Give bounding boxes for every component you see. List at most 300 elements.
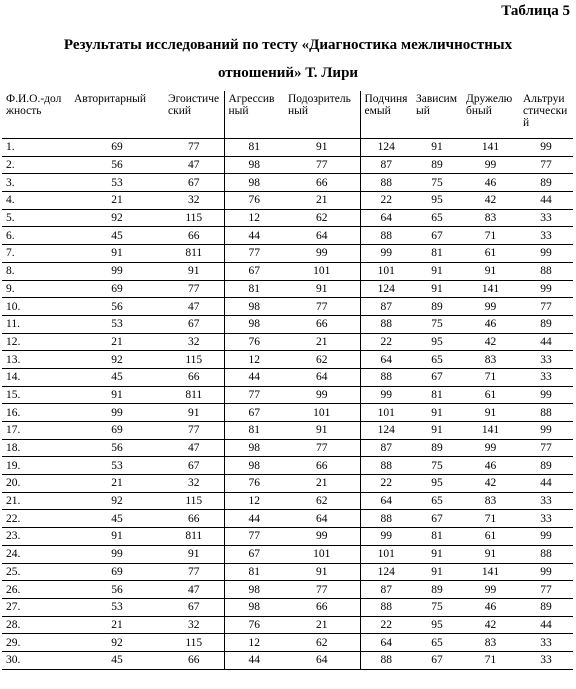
table-cell: 91 (70, 245, 164, 263)
table-cell: 21 (70, 475, 164, 493)
table-cell: 64 (360, 634, 412, 652)
table-cell: 64 (360, 351, 412, 369)
table-cell: 91 (462, 404, 519, 422)
table-cell: 88 (360, 315, 412, 333)
table-cell: 91 (412, 262, 462, 280)
row-number-cell: 3. (2, 174, 70, 192)
table-cell: 98 (224, 439, 284, 457)
table-cell: 61 (462, 528, 519, 546)
table-row (2, 475, 573, 493)
table-cell: 62 (284, 209, 360, 227)
table-cell: 62 (284, 351, 360, 369)
table-cell: 141 (462, 422, 519, 440)
table-cell: 64 (284, 510, 360, 528)
table-cell: 98 (224, 598, 284, 616)
table-cell: 87 (360, 439, 412, 457)
table-cell: 32 (164, 616, 224, 634)
table-cell: 88 (360, 651, 412, 669)
table-cell: 22 (360, 616, 412, 634)
table-cell: 56 (70, 439, 164, 457)
table-cell: 91 (70, 528, 164, 546)
table-cell: 77 (164, 563, 224, 581)
results-table (2, 91, 573, 670)
table-cell: 22 (360, 192, 412, 210)
table-cell: 91 (164, 404, 224, 422)
row-number-cell: 19. (2, 457, 70, 475)
row-number-cell: 26. (2, 581, 70, 599)
table-cell: 89 (412, 581, 462, 599)
table-cell: 101 (284, 404, 360, 422)
table-cell: 92 (70, 209, 164, 227)
table-cell: 67 (412, 368, 462, 386)
table-cell: 71 (462, 510, 519, 528)
table-cell: 44 (519, 333, 573, 351)
table-cell: 46 (462, 174, 519, 192)
table-cell: 66 (164, 510, 224, 528)
row-number-cell: 27. (2, 598, 70, 616)
table-cell: 89 (412, 439, 462, 457)
column-header: Подозрительный (284, 91, 360, 139)
table-cell: 95 (412, 616, 462, 634)
table-cell: 47 (164, 581, 224, 599)
table-cell: 91 (284, 280, 360, 298)
table-cell: 44 (519, 475, 573, 493)
table-cell: 124 (360, 422, 412, 440)
table-cell: 77 (284, 581, 360, 599)
table-cell: 98 (224, 315, 284, 333)
table-cell: 88 (519, 262, 573, 280)
table-cell: 89 (412, 156, 462, 174)
table-cell: 91 (70, 386, 164, 404)
table-cell: 77 (164, 422, 224, 440)
row-number-cell: 24. (2, 545, 70, 563)
table-cell: 88 (360, 457, 412, 475)
table-row (2, 528, 573, 546)
table-cell: 99 (284, 528, 360, 546)
table-row (2, 156, 573, 174)
row-number-cell: 2. (2, 156, 70, 174)
table-cell: 21 (70, 333, 164, 351)
table-cell: 95 (412, 192, 462, 210)
table-cell: 99 (519, 528, 573, 546)
table-cell: 65 (412, 634, 462, 652)
table-cell: 124 (360, 563, 412, 581)
table-cell: 99 (462, 298, 519, 316)
table-cell: 77 (284, 298, 360, 316)
table-cell: 98 (224, 298, 284, 316)
table-cell: 89 (519, 174, 573, 192)
table-row (2, 404, 573, 422)
table-row (2, 333, 573, 351)
table-cell: 67 (164, 598, 224, 616)
table-cell: 77 (519, 298, 573, 316)
row-number-cell: 28. (2, 616, 70, 634)
table-cell: 88 (519, 545, 573, 563)
table-cell: 32 (164, 333, 224, 351)
table-cell: 12 (224, 209, 284, 227)
table-cell: 46 (462, 457, 519, 475)
table-row (2, 457, 573, 475)
table-cell: 91 (412, 139, 462, 157)
table-cell: 53 (70, 315, 164, 333)
table-row (2, 280, 573, 298)
table-cell: 88 (360, 368, 412, 386)
table-row (2, 651, 573, 669)
table-row (2, 174, 573, 192)
table-cell: 67 (224, 404, 284, 422)
table-cell: 69 (70, 563, 164, 581)
table-cell: 99 (360, 245, 412, 263)
table-cell: 21 (284, 475, 360, 493)
row-number-cell: 20. (2, 475, 70, 493)
table-cell: 47 (164, 439, 224, 457)
page-title-continued: отношений» Т. Лири (217, 65, 359, 81)
table-cell: 92 (70, 351, 164, 369)
table-cell: 115 (164, 351, 224, 369)
table-cell: 81 (412, 386, 462, 404)
table-cell: 22 (360, 333, 412, 351)
table-cell: 811 (164, 528, 224, 546)
column-header: Дружелюбный (462, 91, 519, 139)
table-cell: 69 (70, 422, 164, 440)
table-cell: 33 (519, 351, 573, 369)
row-number-cell: 23. (2, 528, 70, 546)
row-number-cell: 29. (2, 634, 70, 652)
table-cell: 98 (224, 581, 284, 599)
table-cell: 33 (519, 368, 573, 386)
table-row (2, 192, 573, 210)
table-cell: 62 (284, 634, 360, 652)
table-cell: 42 (462, 475, 519, 493)
table-row (2, 368, 573, 386)
table-cell: 83 (462, 351, 519, 369)
table-cell: 99 (284, 245, 360, 263)
table-row (2, 315, 573, 333)
table-row (2, 386, 573, 404)
table-cell: 61 (462, 386, 519, 404)
table-cell: 33 (519, 492, 573, 510)
table-cell: 99 (519, 563, 573, 581)
table-cell: 98 (224, 457, 284, 475)
table-cell: 77 (164, 280, 224, 298)
table-cell: 83 (462, 492, 519, 510)
table-cell: 12 (224, 351, 284, 369)
table-cell: 12 (224, 492, 284, 510)
row-number-cell: 4. (2, 192, 70, 210)
table-cell: 91 (284, 563, 360, 581)
table-cell: 77 (519, 439, 573, 457)
table-cell: 91 (462, 262, 519, 280)
row-number-cell: 6. (2, 227, 70, 245)
table-cell: 67 (224, 545, 284, 563)
row-number-cell: 14. (2, 368, 70, 386)
column-header: Ф.И.О.-должность (2, 91, 70, 139)
table-cell: 141 (462, 139, 519, 157)
column-header: Альтруистический (519, 91, 573, 139)
column-header: Авторитарный (70, 91, 164, 139)
table-cell: 89 (412, 298, 462, 316)
table-cell: 67 (412, 510, 462, 528)
table-cell: 124 (360, 139, 412, 157)
table-cell: 61 (462, 245, 519, 263)
table-cell: 99 (462, 581, 519, 599)
table-cell: 77 (164, 139, 224, 157)
table-cell: 81 (224, 422, 284, 440)
column-header: Подчиняемый (360, 91, 412, 139)
table-cell: 99 (70, 404, 164, 422)
table-cell: 45 (70, 368, 164, 386)
table-cell: 45 (70, 227, 164, 245)
table-cell: 66 (164, 227, 224, 245)
table-cell: 64 (284, 368, 360, 386)
table-cell: 99 (462, 156, 519, 174)
table-cell: 21 (284, 616, 360, 634)
table-cell: 22 (360, 475, 412, 493)
table-cell: 33 (519, 510, 573, 528)
table-cell: 115 (164, 634, 224, 652)
table-cell: 66 (284, 598, 360, 616)
table-cell: 45 (70, 651, 164, 669)
table-cell: 811 (164, 386, 224, 404)
row-number-cell: 5. (2, 209, 70, 227)
table-cell: 91 (412, 404, 462, 422)
row-number-cell: 22. (2, 510, 70, 528)
table-cell: 101 (284, 545, 360, 563)
table-row (2, 616, 573, 634)
row-number-cell: 16. (2, 404, 70, 422)
table-cell: 32 (164, 475, 224, 493)
table-cell: 76 (224, 475, 284, 493)
table-cell: 66 (164, 368, 224, 386)
table-cell: 91 (284, 422, 360, 440)
table-cell: 76 (224, 333, 284, 351)
table-cell: 77 (224, 245, 284, 263)
table-cell: 77 (224, 528, 284, 546)
table-cell: 64 (360, 209, 412, 227)
table-cell: 77 (224, 386, 284, 404)
row-number-cell: 9. (2, 280, 70, 298)
table-cell: 64 (284, 227, 360, 245)
table-cell: 69 (70, 280, 164, 298)
table-row (2, 298, 573, 316)
table-cell: 88 (360, 227, 412, 245)
table-cell: 56 (70, 298, 164, 316)
table-cell: 67 (164, 457, 224, 475)
table-cell: 88 (360, 174, 412, 192)
table-cell: 44 (519, 192, 573, 210)
table-cell: 53 (70, 174, 164, 192)
table-cell: 75 (412, 174, 462, 192)
table-cell: 92 (70, 634, 164, 652)
table-cell: 56 (70, 156, 164, 174)
column-header: Зависимый (412, 91, 462, 139)
table-cell: 21 (284, 192, 360, 210)
row-number-cell: 25. (2, 563, 70, 581)
table-cell: 99 (462, 439, 519, 457)
table-cell: 99 (519, 422, 573, 440)
row-number-cell: 8. (2, 262, 70, 280)
table-cell: 71 (462, 368, 519, 386)
row-number-cell: 7. (2, 245, 70, 263)
table-cell: 81 (224, 563, 284, 581)
table-cell: 89 (519, 457, 573, 475)
table-row (2, 139, 573, 157)
table-row (2, 634, 573, 652)
table-cell: 32 (164, 192, 224, 210)
table-cell: 91 (412, 545, 462, 563)
table-cell: 65 (412, 351, 462, 369)
table-row (2, 227, 573, 245)
table-cell: 46 (462, 598, 519, 616)
table-cell: 66 (284, 315, 360, 333)
table-cell: 88 (519, 404, 573, 422)
table-cell: 53 (70, 457, 164, 475)
table-cell: 65 (412, 492, 462, 510)
table-cell: 91 (164, 262, 224, 280)
table-cell: 141 (462, 563, 519, 581)
table-cell: 64 (360, 492, 412, 510)
table-cell: 47 (164, 298, 224, 316)
table-cell: 811 (164, 245, 224, 263)
table-cell: 44 (224, 651, 284, 669)
table-cell: 66 (284, 174, 360, 192)
row-number-cell: 11. (2, 315, 70, 333)
table-cell: 33 (519, 651, 573, 669)
table-cell: 83 (462, 209, 519, 227)
table-cell: 44 (224, 368, 284, 386)
page-title: Результаты исследований по тесту «Диагностика межличностных (63, 37, 513, 53)
table-cell: 91 (412, 563, 462, 581)
table-cell: 33 (519, 227, 573, 245)
table-row (2, 598, 573, 616)
table-cell: 89 (519, 598, 573, 616)
table-cell: 141 (462, 280, 519, 298)
table-cell: 115 (164, 209, 224, 227)
table-cell: 99 (70, 262, 164, 280)
table-cell: 56 (70, 581, 164, 599)
table-cell: 46 (462, 315, 519, 333)
table-cell: 21 (284, 333, 360, 351)
table-cell: 67 (412, 227, 462, 245)
row-number-cell: 12. (2, 333, 70, 351)
table-cell: 87 (360, 156, 412, 174)
table-cell: 64 (284, 651, 360, 669)
table-cell: 67 (224, 262, 284, 280)
row-number-cell: 1. (2, 139, 70, 157)
table-cell: 42 (462, 192, 519, 210)
table-cell: 88 (360, 510, 412, 528)
row-number-cell: 10. (2, 298, 70, 316)
table-cell: 77 (284, 439, 360, 457)
table-row (2, 510, 573, 528)
table-cell: 81 (412, 528, 462, 546)
table-cell: 87 (360, 581, 412, 599)
table-cell: 44 (224, 227, 284, 245)
table-row (2, 545, 573, 563)
table-cell: 42 (462, 616, 519, 634)
table-cell: 77 (284, 156, 360, 174)
table-cell: 95 (412, 333, 462, 351)
table-cell: 76 (224, 192, 284, 210)
table-cell: 99 (70, 545, 164, 563)
table-cell: 71 (462, 227, 519, 245)
row-number-cell: 30. (2, 651, 70, 669)
table-row (2, 581, 573, 599)
table-cell: 44 (519, 616, 573, 634)
table-row (2, 209, 573, 227)
table-cell: 33 (519, 209, 573, 227)
table-cell: 91 (164, 545, 224, 563)
table-cell: 99 (519, 139, 573, 157)
table-row (2, 492, 573, 510)
table-cell: 67 (164, 315, 224, 333)
table-cell: 75 (412, 315, 462, 333)
table-cell: 89 (519, 315, 573, 333)
table-cell: 12 (224, 634, 284, 652)
table-cell: 44 (224, 510, 284, 528)
table-cell: 81 (224, 280, 284, 298)
table-cell: 83 (462, 634, 519, 652)
table-cell: 101 (360, 404, 412, 422)
table-cell: 69 (70, 139, 164, 157)
table-row (2, 262, 573, 280)
table-cell: 91 (412, 280, 462, 298)
column-header: Агрессивный (224, 91, 284, 139)
table-cell: 98 (224, 156, 284, 174)
table-cell: 66 (164, 651, 224, 669)
table-cell: 99 (360, 528, 412, 546)
table-row (2, 245, 573, 263)
table-cell: 77 (519, 156, 573, 174)
table-cell: 53 (70, 598, 164, 616)
table-cell: 67 (164, 174, 224, 192)
table-cell: 99 (519, 245, 573, 263)
table-cell: 42 (462, 333, 519, 351)
column-header: Эгоистический (164, 91, 224, 139)
table-cell: 101 (360, 545, 412, 563)
table-cell: 91 (284, 139, 360, 157)
table-cell: 81 (224, 139, 284, 157)
table-cell: 115 (164, 492, 224, 510)
table-cell: 81 (412, 245, 462, 263)
row-number-cell: 15. (2, 386, 70, 404)
table-cell: 99 (360, 386, 412, 404)
row-number-cell: 13. (2, 351, 70, 369)
row-number-cell: 17. (2, 422, 70, 440)
table-cell: 67 (412, 651, 462, 669)
table-header-row (2, 91, 573, 139)
table-cell: 21 (70, 192, 164, 210)
table-label: Таблица 5 (501, 3, 570, 19)
table-cell: 47 (164, 156, 224, 174)
table-cell: 66 (284, 457, 360, 475)
table-cell: 75 (412, 457, 462, 475)
table-cell: 21 (70, 616, 164, 634)
table-cell: 76 (224, 616, 284, 634)
table-cell: 62 (284, 492, 360, 510)
table-cell: 75 (412, 598, 462, 616)
table-cell: 88 (360, 598, 412, 616)
table-row (2, 563, 573, 581)
table-cell: 91 (412, 422, 462, 440)
table-cell: 87 (360, 298, 412, 316)
table-cell: 124 (360, 280, 412, 298)
table-cell: 99 (284, 386, 360, 404)
table-cell: 99 (519, 280, 573, 298)
table-cell: 92 (70, 492, 164, 510)
table-cell: 95 (412, 475, 462, 493)
table-cell: 65 (412, 209, 462, 227)
